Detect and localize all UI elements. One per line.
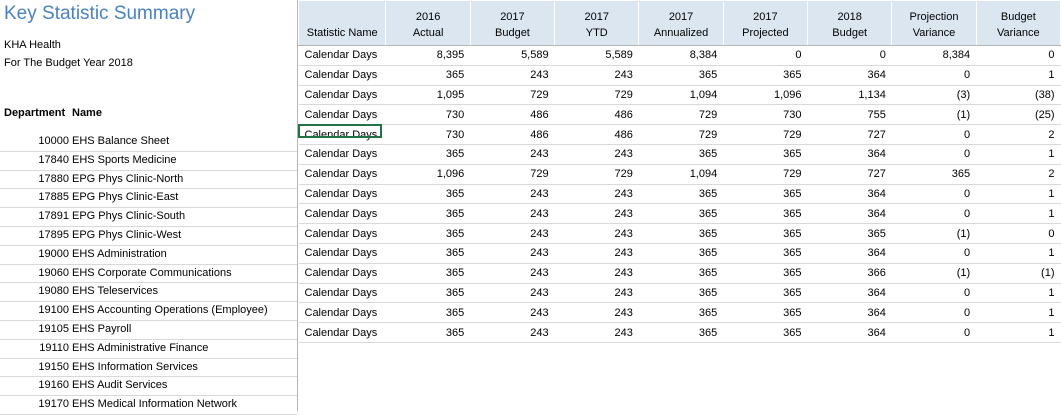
- table-row[interactable]: [299, 85, 1061, 105]
- cell-value[interactable]: 0: [892, 323, 976, 343]
- cell-name: EHS Teleservices: [72, 285, 158, 298]
- cell-value[interactable]: 243: [470, 323, 554, 343]
- cell-value[interactable]: (1): [892, 224, 976, 244]
- table-row[interactable]: [299, 323, 1061, 343]
- column-header-variance[interactable]: [892, 1, 976, 46]
- cell-value[interactable]: 0: [892, 144, 976, 164]
- cell-statistic-name[interactable]: Calendar Days: [299, 204, 386, 224]
- cell-value[interactable]: 243: [555, 224, 639, 244]
- cell-value[interactable]: 730: [386, 125, 470, 145]
- cell-value[interactable]: 243: [470, 263, 554, 283]
- cell-department: 17885: [38, 191, 69, 204]
- cell-value[interactable]: 365: [723, 323, 807, 343]
- table-row[interactable]: [0, 208, 297, 227]
- cell-statistic-name[interactable]: Calendar Days: [299, 85, 386, 105]
- table-row[interactable]: [299, 46, 1061, 66]
- column-header-year: 2017: [584, 11, 609, 23]
- table-row[interactable]: [0, 171, 297, 190]
- organization-label: KHA Health: [4, 39, 61, 51]
- table-row[interactable]: [299, 105, 1061, 125]
- cell-statistic-name[interactable]: Calendar Days: [299, 144, 386, 164]
- column-header-measure: Budget: [832, 27, 868, 39]
- cell-department: 19100: [38, 304, 69, 317]
- cell-statistic-name[interactable]: Calendar Days: [299, 303, 386, 323]
- cell-name: EHS Administration: [72, 247, 167, 260]
- cell-department: 19170: [38, 398, 69, 411]
- cell-name: EHS Sports Medicine: [72, 153, 177, 166]
- column-header-year: Projection: [909, 11, 959, 23]
- cell-value[interactable]: 365: [639, 184, 723, 204]
- cell-statistic-name[interactable]: Calendar Days: [299, 323, 386, 343]
- table-row[interactable]: [0, 340, 297, 359]
- cell-statistic-name[interactable]: Calendar Days: [299, 65, 386, 85]
- cell-value[interactable]: 1,094: [639, 85, 723, 105]
- cell-value[interactable]: 365: [639, 283, 723, 303]
- table-row[interactable]: [0, 152, 297, 171]
- cell-value[interactable]: 243: [555, 204, 639, 224]
- cell-value[interactable]: 1: [976, 65, 1060, 85]
- cell-department: 17895: [38, 228, 69, 241]
- cell-name: EHS Medical Information Network: [72, 398, 238, 411]
- column-header-year: 2017: [500, 11, 525, 23]
- column-header-budget[interactable]: [470, 1, 554, 46]
- cell-value[interactable]: 365: [723, 144, 807, 164]
- cell-value[interactable]: 243: [470, 283, 554, 303]
- cell-value[interactable]: 365: [639, 144, 723, 164]
- cell-value[interactable]: 364: [808, 65, 892, 85]
- column-header-year: Budget: [1000, 11, 1036, 23]
- cell-department: 19060: [38, 266, 69, 279]
- cell-value[interactable]: 729: [555, 164, 639, 184]
- cell-department: 10000: [38, 135, 69, 147]
- cell-value[interactable]: 365: [639, 263, 723, 283]
- column-header-measure: Statistic Name: [306, 27, 378, 39]
- cell-value[interactable]: 0: [976, 46, 1060, 66]
- cell-value[interactable]: 755: [808, 105, 892, 125]
- cell-value[interactable]: (1): [976, 263, 1060, 283]
- cell-value[interactable]: 364: [808, 184, 892, 204]
- cell-value[interactable]: 366: [808, 263, 892, 283]
- cell-name: EHS Audit Services: [72, 379, 168, 392]
- cell-value[interactable]: 1,134: [808, 85, 892, 105]
- cell-value[interactable]: 243: [470, 243, 554, 263]
- table-row[interactable]: [299, 184, 1061, 204]
- cell-value[interactable]: 1: [976, 283, 1060, 303]
- column-header-budget[interactable]: [808, 1, 892, 46]
- cell-statistic-name[interactable]: Calendar Days: [299, 184, 386, 204]
- cell-name: EPG Phys Clinic-West: [72, 228, 182, 241]
- column-header-measure: Annualized: [653, 27, 709, 39]
- cell-statistic-name[interactable]: Calendar Days: [299, 243, 386, 263]
- cell-department: 19105: [38, 322, 69, 335]
- cell-value[interactable]: 365: [386, 204, 470, 224]
- cell-value[interactable]: 243: [555, 65, 639, 85]
- column-header-measure: Projected: [742, 27, 789, 39]
- cell-value[interactable]: 1: [976, 243, 1060, 263]
- cell-value[interactable]: 365: [723, 184, 807, 204]
- cell-value[interactable]: 365: [386, 184, 470, 204]
- cell-value[interactable]: 486: [555, 105, 639, 125]
- cell-value[interactable]: (3): [892, 85, 976, 105]
- cell-value[interactable]: 365: [723, 263, 807, 283]
- cell-value[interactable]: 1: [976, 144, 1060, 164]
- cell-value[interactable]: 243: [470, 204, 554, 224]
- cell-value[interactable]: 0: [808, 46, 892, 66]
- cell-value[interactable]: 243: [555, 303, 639, 323]
- cell-value[interactable]: 243: [470, 303, 554, 323]
- cell-department: 19150: [38, 360, 69, 373]
- cell-statistic-name[interactable]: Calendar Days: [299, 263, 386, 283]
- table-row[interactable]: [299, 224, 1061, 244]
- cell-statistic-name[interactable]: Calendar Days: [299, 283, 386, 303]
- column-header-actual[interactable]: [386, 1, 470, 46]
- cell-value[interactable]: 729: [639, 105, 723, 125]
- cell-value[interactable]: 0: [892, 283, 976, 303]
- cell-value[interactable]: 243: [555, 243, 639, 263]
- cell-department: 19000: [38, 247, 69, 260]
- cell-value[interactable]: 486: [470, 105, 554, 125]
- cell-value[interactable]: 486: [555, 125, 639, 145]
- cell-value[interactable]: 364: [808, 144, 892, 164]
- cell-name: EHS Balance Sheet: [72, 135, 170, 147]
- cell-value[interactable]: 729: [639, 125, 723, 145]
- cell-department: 19080: [38, 285, 69, 298]
- cell-value[interactable]: 0: [892, 303, 976, 323]
- column-header-year: [299, 10, 385, 26]
- cell-value[interactable]: 243: [470, 224, 554, 244]
- cell-name: EHS Administrative Finance: [72, 341, 209, 354]
- cell-value[interactable]: 365: [386, 224, 470, 244]
- cell-name: EHS Payroll: [72, 322, 132, 335]
- column-header-annualized[interactable]: [639, 1, 723, 46]
- table-row[interactable]: [299, 125, 1061, 145]
- cell-value[interactable]: 365: [892, 164, 976, 184]
- cell-value[interactable]: 8,384: [892, 46, 976, 66]
- cell-name: EPG Phys Clinic-South: [72, 210, 186, 223]
- column-header-name: Name: [72, 107, 102, 119]
- cell-value[interactable]: 0: [892, 184, 976, 204]
- cell-value[interactable]: 365: [723, 65, 807, 85]
- cell-statistic-name[interactable]: Calendar Days: [299, 125, 386, 145]
- column-header-department: Department: [4, 107, 66, 119]
- cell-value[interactable]: 365: [386, 65, 470, 85]
- cell-value[interactable]: 243: [470, 65, 554, 85]
- cell-value[interactable]: 1: [976, 323, 1060, 343]
- table-row[interactable]: [299, 144, 1061, 164]
- column-header-statistic-name[interactable]: [299, 1, 386, 46]
- cell-value[interactable]: 365: [639, 65, 723, 85]
- cell-value[interactable]: 5,589: [470, 46, 554, 66]
- table-row[interactable]: [0, 321, 297, 340]
- column-header-measure: Variance: [912, 27, 956, 39]
- cell-value[interactable]: 0: [892, 204, 976, 224]
- cell-value[interactable]: 365: [639, 224, 723, 244]
- cell-value[interactable]: 243: [470, 184, 554, 204]
- table-row[interactable]: [299, 263, 1061, 283]
- cell-value[interactable]: 365: [639, 204, 723, 224]
- cell-value[interactable]: 2: [976, 164, 1060, 184]
- table-row[interactable]: [299, 243, 1061, 263]
- cell-value[interactable]: (1): [892, 263, 976, 283]
- cell-value[interactable]: 364: [808, 283, 892, 303]
- cell-value[interactable]: 364: [808, 243, 892, 263]
- cell-value[interactable]: 729: [723, 164, 807, 184]
- table-row[interactable]: [0, 377, 297, 396]
- cell-value[interactable]: 730: [386, 105, 470, 125]
- cell-value[interactable]: 1: [976, 303, 1060, 323]
- cell-value[interactable]: 729: [555, 85, 639, 105]
- cell-value[interactable]: 365: [386, 243, 470, 263]
- table-row[interactable]: [0, 283, 297, 302]
- cell-department: 19160: [38, 379, 69, 392]
- table-row[interactable]: [0, 302, 297, 321]
- cell-statistic-name[interactable]: Calendar Days: [299, 105, 386, 125]
- cell-value[interactable]: (1): [892, 105, 976, 125]
- cell-value[interactable]: 8,384: [639, 46, 723, 66]
- cell-value[interactable]: 0: [892, 243, 976, 263]
- cell-value[interactable]: 365: [723, 283, 807, 303]
- table-header-row: [299, 1, 1061, 46]
- cell-value[interactable]: 243: [555, 144, 639, 164]
- cell-value[interactable]: 2: [976, 125, 1060, 145]
- cell-value[interactable]: 365: [639, 243, 723, 263]
- cell-value[interactable]: 0: [723, 46, 807, 66]
- table-row[interactable]: [0, 227, 297, 246]
- table-row[interactable]: [0, 359, 297, 378]
- cell-value[interactable]: 365: [808, 224, 892, 244]
- data-grid-pane: [298, 0, 1061, 411]
- cell-value[interactable]: 486: [470, 125, 554, 145]
- cell-value[interactable]: 243: [555, 184, 639, 204]
- column-header-measure: Actual: [412, 27, 444, 39]
- column-header-year: 2018: [837, 11, 862, 23]
- cell-value[interactable]: 365: [723, 204, 807, 224]
- cell-value[interactable]: (38): [976, 85, 1060, 105]
- cell-name: EHS Information Services: [72, 360, 198, 373]
- cell-value[interactable]: 727: [808, 125, 892, 145]
- cell-statistic-name[interactable]: Calendar Days: [299, 46, 386, 66]
- column-header-measure: Budget: [495, 27, 530, 39]
- column-header-measure: Variance: [997, 27, 1040, 39]
- table-row[interactable]: [0, 265, 297, 284]
- cell-name: EPG Phys Clinic-North: [72, 172, 184, 185]
- table-row[interactable]: [299, 204, 1061, 224]
- cell-name: EHS Corporate Communications: [72, 266, 232, 279]
- column-header-variance[interactable]: [976, 1, 1060, 46]
- cell-name: EHS Accounting Operations (Employee): [72, 304, 268, 317]
- cell-department: 17840: [38, 153, 69, 166]
- table-row[interactable]: [299, 164, 1061, 184]
- cell-department: 17880: [38, 172, 69, 185]
- cell-value[interactable]: 364: [808, 204, 892, 224]
- table-row[interactable]: [299, 303, 1061, 323]
- cell-value[interactable]: 364: [808, 303, 892, 323]
- cell-value[interactable]: 365: [386, 263, 470, 283]
- cell-value[interactable]: 365: [723, 243, 807, 263]
- column-header-ytd[interactable]: [555, 1, 639, 46]
- cell-value[interactable]: 1: [976, 184, 1060, 204]
- cell-value[interactable]: 0: [976, 224, 1060, 244]
- cell-value[interactable]: 365: [723, 303, 807, 323]
- cell-value[interactable]: 365: [639, 323, 723, 343]
- frozen-rows-list: [0, 133, 297, 415]
- cell-value[interactable]: 729: [723, 125, 807, 145]
- cell-value[interactable]: 8,395: [386, 46, 470, 66]
- cell-department: 17891: [38, 210, 69, 223]
- table-row[interactable]: [299, 283, 1061, 303]
- cell-statistic-name[interactable]: Calendar Days: [299, 164, 386, 184]
- cell-value[interactable]: 365: [386, 144, 470, 164]
- cell-value[interactable]: 0: [892, 65, 976, 85]
- cell-value[interactable]: 5,589: [555, 46, 639, 66]
- cell-value[interactable]: 365: [386, 283, 470, 303]
- cell-value[interactable]: 1,095: [386, 85, 470, 105]
- column-header-year: 2016: [415, 11, 441, 23]
- period-label: For The Budget Year 2018: [4, 57, 133, 69]
- cell-value[interactable]: 365: [386, 323, 470, 343]
- cell-department: 19110: [39, 341, 69, 354]
- cell-value[interactable]: 243: [470, 144, 554, 164]
- cell-value[interactable]: 365: [639, 303, 723, 323]
- cell-value[interactable]: 1,096: [723, 85, 807, 105]
- column-header-measure: YTD: [585, 27, 608, 39]
- cell-value[interactable]: 1: [976, 204, 1060, 224]
- column-header-year: 2017: [668, 11, 694, 23]
- frozen-columns-pane: [0, 0, 298, 411]
- column-header-year: 2017: [753, 11, 778, 23]
- cell-value[interactable]: 243: [555, 283, 639, 303]
- cell-value[interactable]: 364: [808, 323, 892, 343]
- cell-value[interactable]: 365: [723, 224, 807, 244]
- page-title: Key Statistic Summary: [4, 3, 196, 24]
- table-row[interactable]: [0, 246, 297, 265]
- statistics-table: [298, 0, 1061, 343]
- table-row[interactable]: [0, 189, 297, 208]
- column-header-projected[interactable]: [723, 1, 807, 46]
- table-row[interactable]: [299, 65, 1061, 85]
- cell-value[interactable]: (25): [976, 105, 1060, 125]
- cell-value[interactable]: 1,096: [386, 164, 470, 184]
- table-row[interactable]: [0, 133, 297, 152]
- cell-value[interactable]: 727: [808, 164, 892, 184]
- table-row[interactable]: [0, 396, 297, 415]
- cell-statistic-name[interactable]: Calendar Days: [299, 224, 386, 244]
- cell-value[interactable]: 365: [386, 303, 470, 323]
- cell-value[interactable]: 243: [555, 323, 639, 343]
- cell-value[interactable]: 0: [892, 125, 976, 145]
- cell-value[interactable]: 1,094: [639, 164, 723, 184]
- cell-value[interactable]: 243: [555, 263, 639, 283]
- cell-name: EPG Phys Clinic-East: [72, 191, 179, 204]
- cell-value[interactable]: 730: [723, 105, 807, 125]
- frozen-columns-header: [0, 103, 297, 127]
- cell-value[interactable]: 729: [470, 164, 554, 184]
- cell-value[interactable]: 729: [470, 85, 554, 105]
